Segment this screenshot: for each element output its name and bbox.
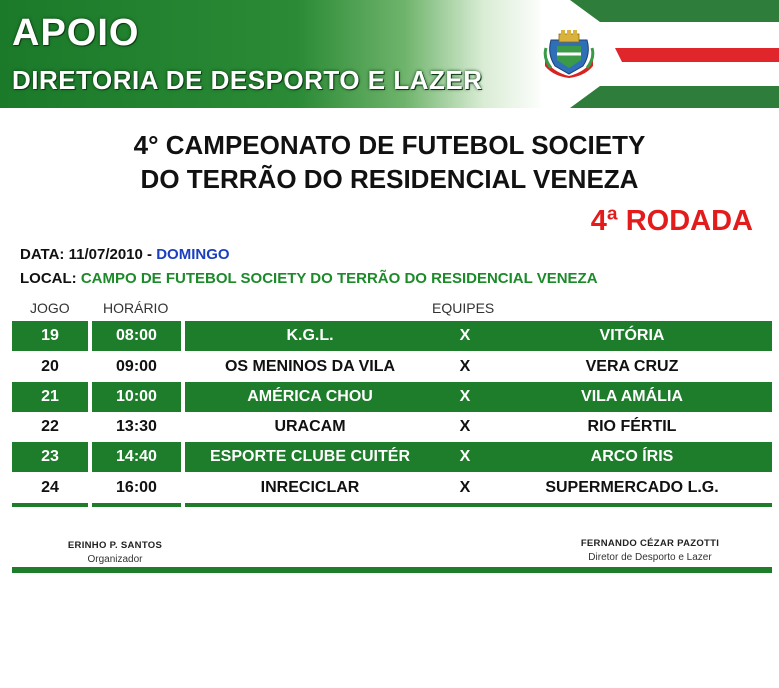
rule-segment	[185, 503, 772, 507]
game-time: 08:00	[92, 321, 181, 351]
table-row	[12, 321, 772, 351]
table-row	[12, 442, 772, 472]
table-row	[12, 412, 772, 442]
home-team: URACAM	[274, 418, 346, 435]
away-team: VILA AMÁLIA	[581, 388, 683, 405]
signature-role: Diretor de Desporto e Lazer	[588, 552, 712, 563]
versus-mark: X	[459, 327, 471, 344]
signature-name: ERINHO P. SANTOS	[67, 540, 163, 551]
versus-mark: X	[459, 418, 471, 435]
game-time: 13:30	[92, 412, 181, 442]
versus-mark: X	[459, 448, 471, 465]
weekday: DOMINGO	[156, 246, 230, 263]
coat-of-arms-icon	[543, 30, 595, 78]
away-team: RIO FÉRTIL	[587, 418, 677, 435]
home-team: ESPORTE CLUBE CUITÉR	[209, 448, 410, 465]
championship-title-line2: DO TERRÃO DO RESIDENCIAL VENEZA	[140, 164, 639, 194]
table-row	[12, 382, 772, 412]
game-number: 19	[12, 321, 88, 351]
away-team: SUPERMERCADO L.G.	[545, 479, 719, 496]
versus-mark: X	[459, 479, 471, 496]
away-team: VITÓRIA	[599, 327, 665, 344]
header-equipes: EQUIPES	[432, 300, 495, 316]
versus-mark: X	[459, 358, 471, 375]
header-horario: HORÁRIO	[103, 300, 169, 316]
table-bottom-rule	[12, 503, 772, 507]
game-time: 14:40	[92, 442, 181, 472]
date-line	[20, 246, 230, 263]
header-banner	[0, 0, 779, 108]
signature-director	[560, 538, 740, 563]
location-line	[20, 270, 598, 287]
header-jogo: JOGO	[30, 300, 70, 316]
date-separator: -	[147, 246, 153, 263]
game-number: 23	[12, 442, 88, 472]
game-number: 24	[12, 473, 88, 503]
round-label: 4ª RODADA	[590, 205, 753, 237]
home-team: OS MENINOS DA VILA	[224, 358, 396, 375]
table-row	[12, 473, 772, 503]
game-number: 20	[12, 352, 88, 382]
signature-role: Organizador	[87, 554, 143, 565]
diretoria-heading: DIRETORIA DE DESPORTO E LAZER	[12, 65, 483, 95]
game-time: 16:00	[92, 473, 181, 503]
location-value: CAMPO DE FUTEBOL SOCIETY DO TERRÃO DO RESIDENCIAL VENEZA	[80, 270, 598, 287]
date-label: DATA:	[20, 246, 65, 263]
game-number: 21	[12, 382, 88, 412]
signature-name: FERNANDO CÉZAR PAZOTTI	[580, 538, 720, 549]
table-row	[12, 352, 772, 382]
home-team: INRECICLAR	[260, 479, 360, 496]
game-number: 22	[12, 412, 88, 442]
date-value: 11/07/2010	[68, 246, 143, 263]
signature-organizer	[50, 540, 180, 565]
game-time: 10:00	[92, 382, 181, 412]
game-time: 09:00	[92, 352, 181, 382]
away-team: ARCO ÍRIS	[590, 448, 674, 465]
rule-segment	[12, 503, 88, 507]
location-label: LOCAL:	[20, 270, 77, 287]
apoio-heading: APOIO	[12, 12, 140, 54]
footer-rule	[12, 567, 772, 573]
home-team: K.G.L.	[286, 327, 334, 344]
championship-title-line1: 4° CAMPEONATO DE FUTEBOL SOCIETY	[133, 130, 646, 160]
versus-mark: X	[459, 388, 471, 405]
away-team: VERA CRUZ	[585, 358, 679, 375]
home-team: AMÉRICA CHOU	[247, 388, 373, 405]
rule-segment	[92, 503, 181, 507]
